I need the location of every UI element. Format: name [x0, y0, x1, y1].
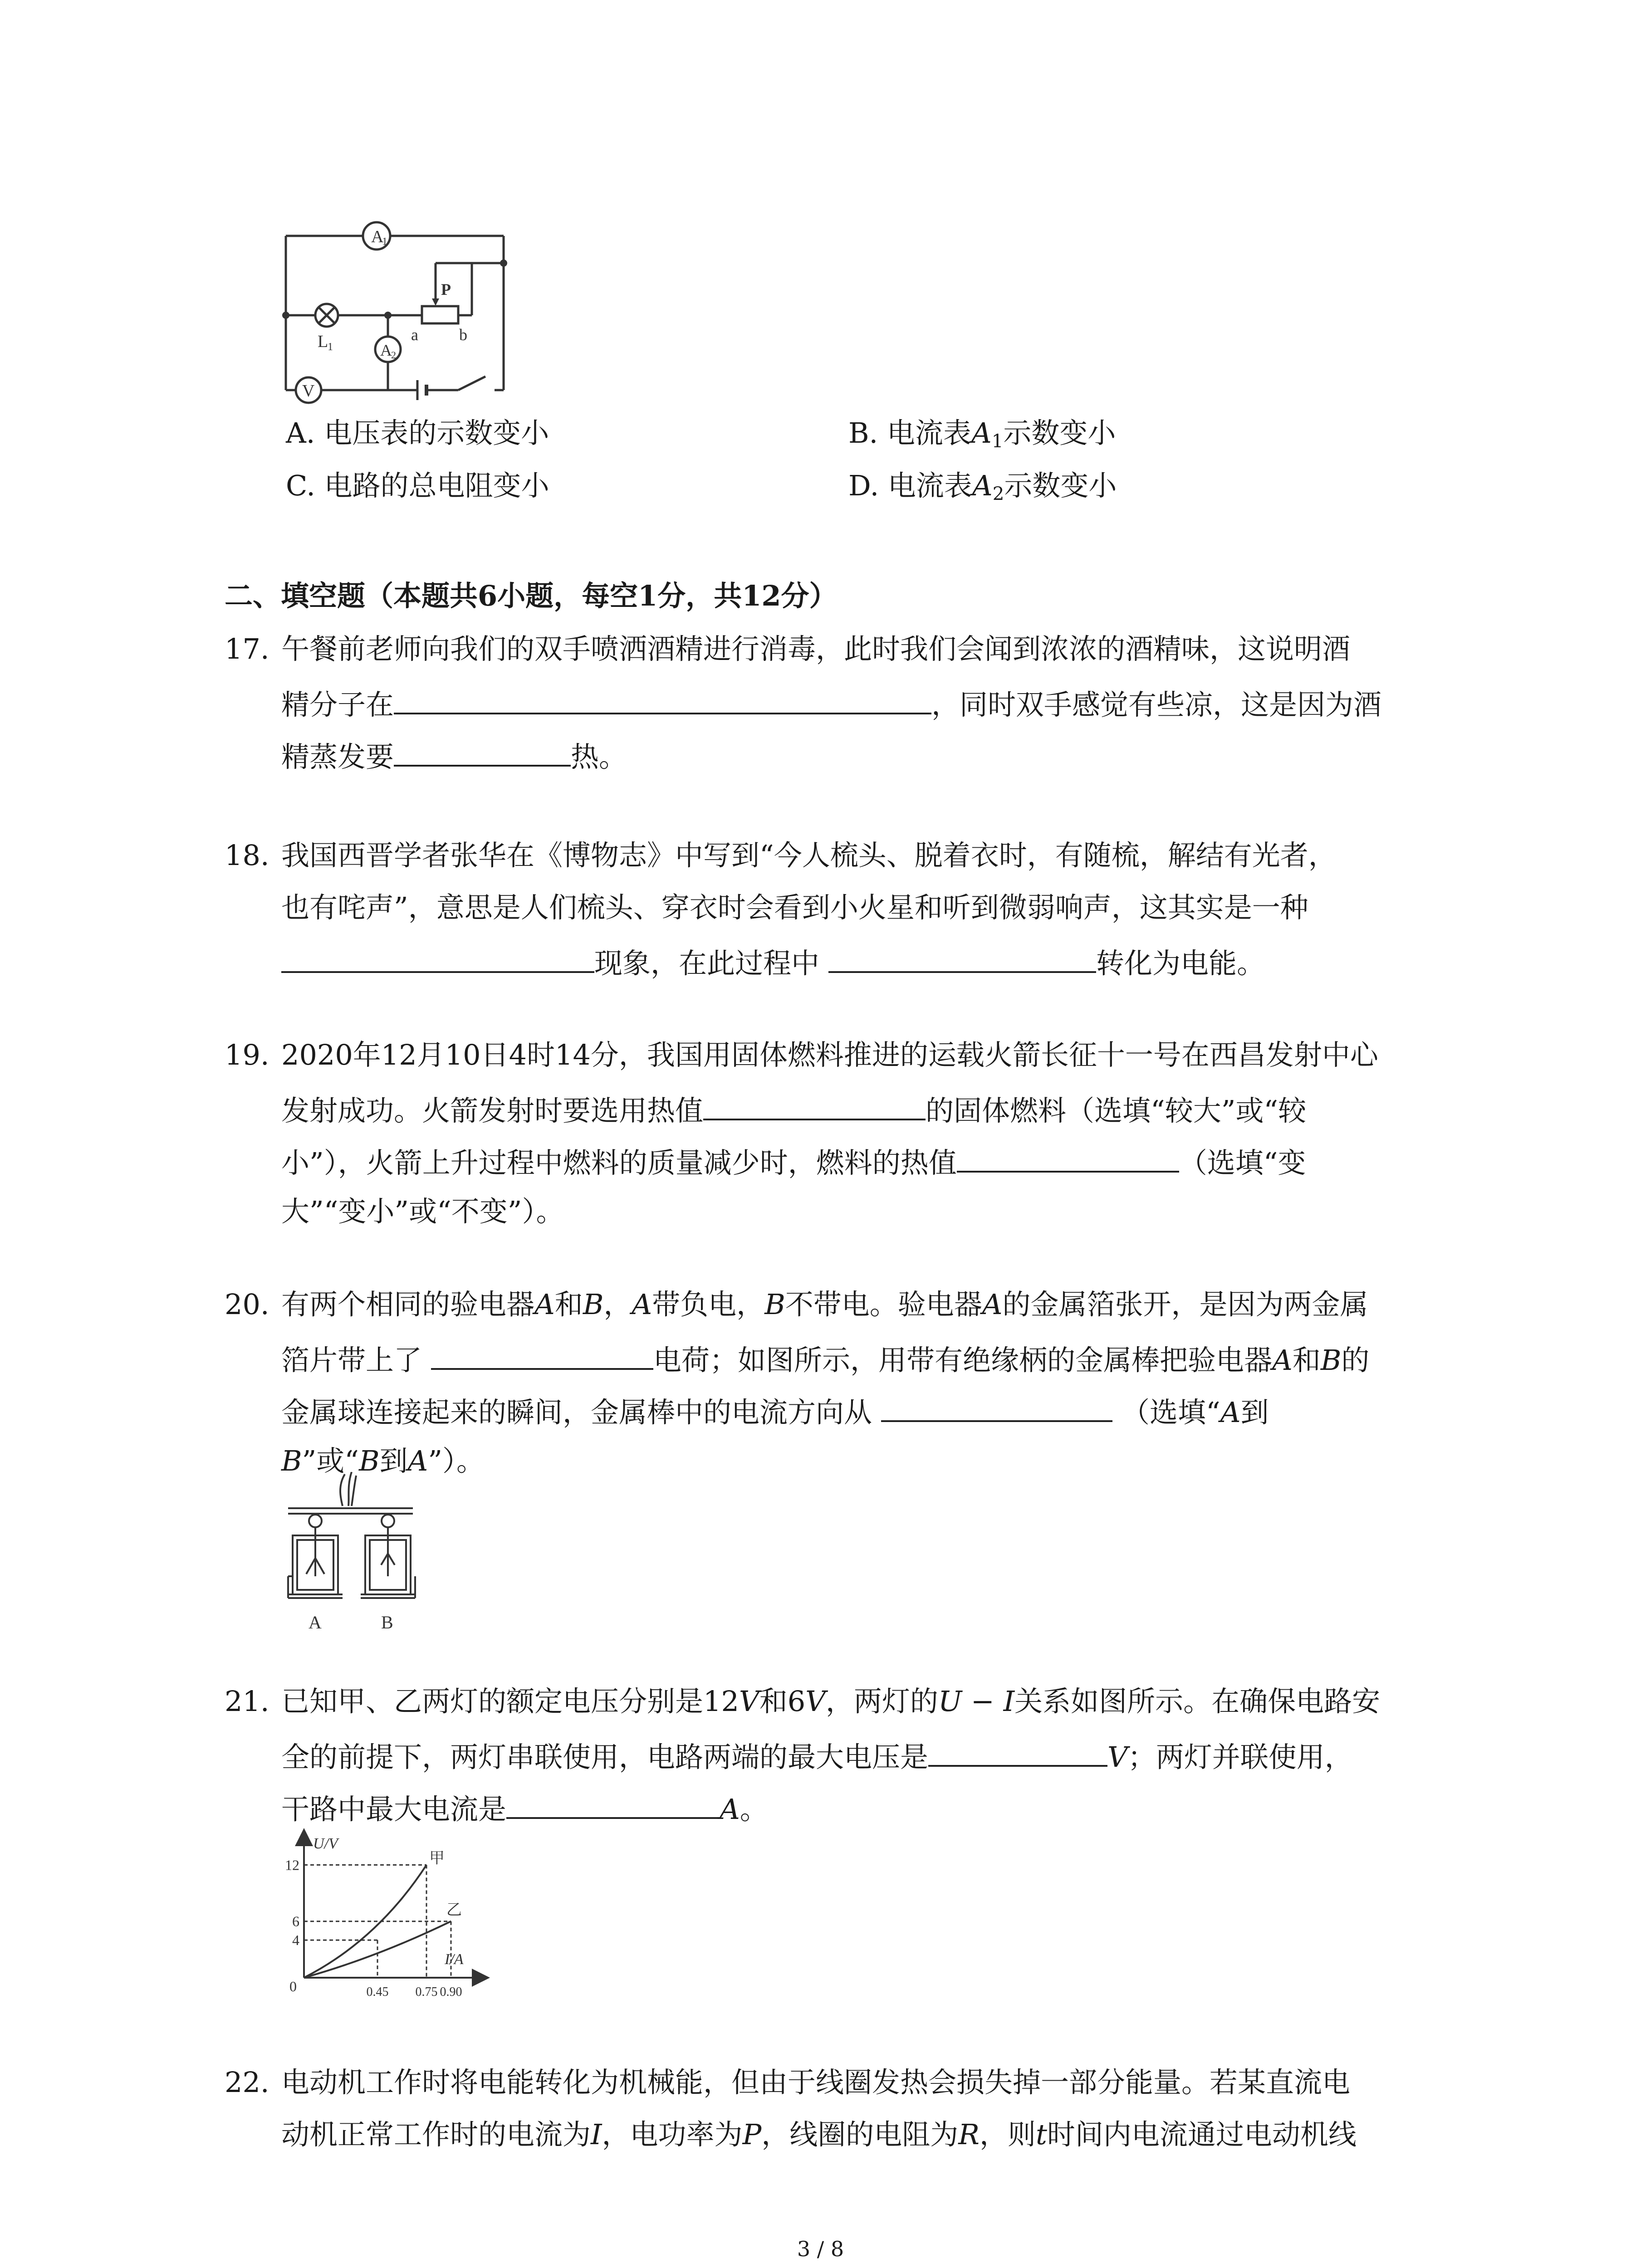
q18-line-2: 也有咤声”，意思是人们梳头、穿衣时会看到小火星和听到微弱响声，这其实是一种: [281, 891, 1308, 924]
q20-l4e: A: [407, 1444, 428, 1477]
q21-line-1: [281, 1687, 1380, 1716]
q22-l2c: ，电功率为: [602, 2118, 743, 2151]
q21-l1h: I: [1003, 1685, 1015, 1718]
page-number: 3 / 8: [797, 2237, 844, 2261]
q16-option-c: C. 电路的总电阻变小: [286, 469, 549, 502]
x-tick-label: 0.45: [366, 1985, 389, 1999]
q21-l1i: 关系如图所示。在确保电路安: [1014, 1685, 1381, 1718]
q20-l2a: 箔片带上了: [281, 1344, 422, 1377]
q19-line-4: 大”“变小”或“不变”）。: [281, 1195, 564, 1228]
q21-number: 21.: [225, 1685, 269, 1718]
q21-l1e: ，两灯的: [825, 1685, 938, 1718]
q22-number: 22.: [225, 2066, 269, 2099]
q21-line-3: [281, 1792, 768, 1826]
q21-l1a: 已知甲、乙两灯的额定电压分别是12: [281, 1685, 739, 1718]
q20-l4d: 到: [379, 1444, 408, 1477]
x-tick-label: 0.90: [440, 1985, 462, 1999]
q17-line-3a: 精蒸发要: [281, 740, 394, 773]
q18-line-3: [281, 946, 1265, 978]
q16-option-b-sub: 1: [991, 430, 1004, 452]
q20-l4f: ”）。: [428, 1444, 485, 1477]
q22-l2g: ，则: [979, 2118, 1036, 2151]
q21-l2c: ；两灯并联使用，: [1127, 1740, 1353, 1774]
electroscope-b-label: B: [381, 1612, 393, 1633]
q19-line-2b: 的固体燃料（选填“较大”或“较: [926, 1094, 1307, 1127]
a2-meter-sub: 2: [391, 349, 396, 361]
terminal-b-label: b: [459, 326, 467, 344]
q21-l1b: V: [739, 1685, 759, 1718]
q16-option-d-prefix: D. 电流表: [848, 469, 972, 502]
q20-l3c: A: [1220, 1396, 1241, 1429]
q19-line-3: [281, 1145, 1306, 1177]
q20-l2e: B: [1320, 1344, 1342, 1377]
q19-line-3a: 小”），火箭上升过程中燃料的质量减少时，燃料的热值: [281, 1146, 957, 1179]
q20-l1e: ，: [603, 1288, 632, 1321]
q17-line-2: [281, 687, 1381, 719]
q19-line-3b: （选填“变: [1179, 1146, 1306, 1179]
q20-l2b: 电荷；如图所示，用带有绝缘柄的金属棒把验电器: [653, 1344, 1273, 1377]
circuit-diagram: [272, 213, 526, 413]
q20-blank-2[interactable]: [881, 1395, 1112, 1422]
y-tick-label: 4: [292, 1932, 299, 1949]
q20-l1c: 和: [554, 1288, 583, 1321]
electroscope-diagram: [277, 1472, 449, 1640]
terminal-a-label: a: [411, 326, 418, 344]
q20-line-2: [281, 1343, 1370, 1377]
q17-line-1: 午餐前老师向我们的双手喷洒酒精进行消毒，此时我们会闻到浓浓的酒精味，这说明酒: [281, 632, 1351, 665]
q20-l1g: 带负电，: [652, 1288, 765, 1321]
q20-l4b: ”或“: [302, 1444, 359, 1477]
q16-option-d-suffix: 示数变小: [1004, 469, 1117, 502]
q21-line-2: [281, 1740, 1353, 1774]
slider-p-label: P: [441, 280, 451, 298]
q21-l3c: 。: [740, 1793, 768, 1826]
q22-line-2: [281, 2118, 1357, 2151]
q18-blank-2[interactable]: [828, 946, 1096, 973]
q21-l1f: U: [938, 1685, 962, 1718]
q22-l2i: 时间内电流通过电动机线: [1047, 2118, 1357, 2151]
q16-option-d-var: A: [972, 469, 993, 502]
q21-blank-2[interactable]: [506, 1792, 720, 1819]
q20-l1a: 有两个相同的验电器: [281, 1288, 535, 1321]
q20-l1i: 不带电。验电器: [785, 1288, 982, 1321]
q17-line-3b: 热。: [571, 740, 627, 773]
y-tick-label: 12: [285, 1857, 299, 1873]
q16-option-d: [848, 469, 1117, 508]
q21-l3b: A: [720, 1793, 740, 1826]
x-axis-label: I/A: [445, 1951, 464, 1968]
q20-l3d: 到: [1240, 1396, 1269, 1429]
q19-number: 19.: [225, 1038, 269, 1071]
q21-l2b: V: [1107, 1740, 1128, 1774]
q16-option-a: A. 电压表的示数变小: [286, 416, 549, 450]
lamp-l1-label: L: [318, 332, 328, 351]
y-tick-label: 6: [292, 1913, 299, 1930]
series-jia-label: 甲: [429, 1850, 445, 1867]
q16-option-b: [848, 416, 1116, 455]
q20-l2f: 的: [1341, 1344, 1370, 1377]
q22-l2a: 动机正常工作时的电流为: [281, 2118, 591, 2151]
y-axis-label: U/V: [313, 1835, 338, 1852]
q19-blank-1[interactable]: [703, 1093, 926, 1120]
q17-number: 17.: [225, 632, 269, 665]
q17-line-3: [281, 739, 627, 771]
q16-option-b-prefix: B. 电流表: [848, 416, 971, 450]
q20-l1b: A: [534, 1288, 555, 1321]
x-tick-label: 0.75: [415, 1985, 438, 1999]
q21-l1d: V: [805, 1685, 826, 1718]
q21-blank-1[interactable]: [928, 1740, 1107, 1767]
q17-blank-2[interactable]: [394, 739, 571, 767]
q22-l2b: I: [591, 2118, 602, 2151]
a2-meter-label: A: [380, 341, 392, 359]
q20-l3b: （选填“: [1122, 1396, 1220, 1429]
q21-l2a: 全的前提下，两灯串联使用，电路两端的最大电压是: [281, 1740, 929, 1774]
q22-line-1: 电动机工作时将电能转化为机械能，但由于线圈发热会损失掉一部分能量。若某直流电: [281, 2066, 1351, 2099]
q16-option-d-sub: 2: [992, 483, 1004, 505]
q21-l3a: 干路中最大电流是: [281, 1793, 507, 1826]
q20-l1j: A: [982, 1288, 1003, 1321]
q20-number: 20.: [225, 1288, 269, 1321]
q20-l2c: A: [1272, 1344, 1293, 1377]
q22-l2h: t: [1035, 2118, 1047, 2151]
q20-line-1: [281, 1290, 1368, 1319]
q18-number: 18.: [225, 839, 269, 872]
q20-l1f: A: [632, 1288, 652, 1321]
a1-meter-sub: 1: [382, 236, 387, 248]
q22-l2f: R: [958, 2118, 980, 2151]
q19-blank-2[interactable]: [957, 1145, 1179, 1173]
q21-l1c: 和6: [759, 1685, 806, 1718]
q20-l4c: B: [358, 1444, 380, 1477]
q16-option-b-var: A: [971, 416, 992, 450]
q16-option-b-suffix: 示数变小: [1003, 416, 1116, 450]
q17-blank-1[interactable]: [394, 687, 931, 714]
a1-meter-label: A: [371, 227, 384, 246]
voltmeter-label: V: [302, 381, 315, 401]
q17-line-2a: 精分子在: [281, 688, 394, 721]
origin-label: 0: [289, 1978, 297, 1994]
q20-l1k: 的金属箔张开，是因为两金属: [1002, 1288, 1368, 1321]
lamp-l1-sub: 1: [328, 341, 333, 353]
q18-line-3a: 现象，在此过程中: [594, 947, 820, 980]
q18-line-1: 我国西晋学者张华在《博物志》中写到“今人梳头、脱着衣时，有随梳，解结有光者，: [281, 839, 1337, 872]
q21-l1g: −: [962, 1685, 1004, 1718]
q18-line-3b: 转化为电能。: [1096, 947, 1265, 980]
ui-chart: [272, 1828, 508, 2009]
q19-line-2: [281, 1093, 1306, 1125]
section-heading: 二、填空题（本题共6小题，每空1分，共12分）: [225, 579, 838, 612]
q20-l1h: B: [764, 1288, 785, 1321]
q18-blank-1[interactable]: [281, 946, 594, 973]
q20-line-3: [281, 1395, 1269, 1427]
q20-l4a: B: [281, 1444, 302, 1477]
q22-l2d: P: [742, 2118, 762, 2151]
q19-line-1: 2020年12月10日4时14分，我国用固体燃料推进的运载火箭长征十一号在西昌发射中心: [281, 1038, 1378, 1071]
q20-l2d: 和: [1292, 1344, 1321, 1377]
q17-line-2b: ，同时双手感觉有些凉，这是因为酒: [931, 688, 1382, 721]
electroscope-a-label: A: [309, 1612, 322, 1633]
q19-line-2a: 发射成功。火箭发射时要选用热值: [281, 1094, 704, 1127]
q20-blank-1[interactable]: [431, 1343, 653, 1370]
series-yi-label: 乙: [446, 1901, 462, 1919]
q20-line-4: [281, 1444, 485, 1477]
q22-l2e: ，线圈的电阻为: [761, 2118, 959, 2151]
q20-l3a: 金属球连接起来的瞬间，金属棒中的电流方向从: [281, 1396, 872, 1429]
q20-l1d: B: [583, 1288, 604, 1321]
